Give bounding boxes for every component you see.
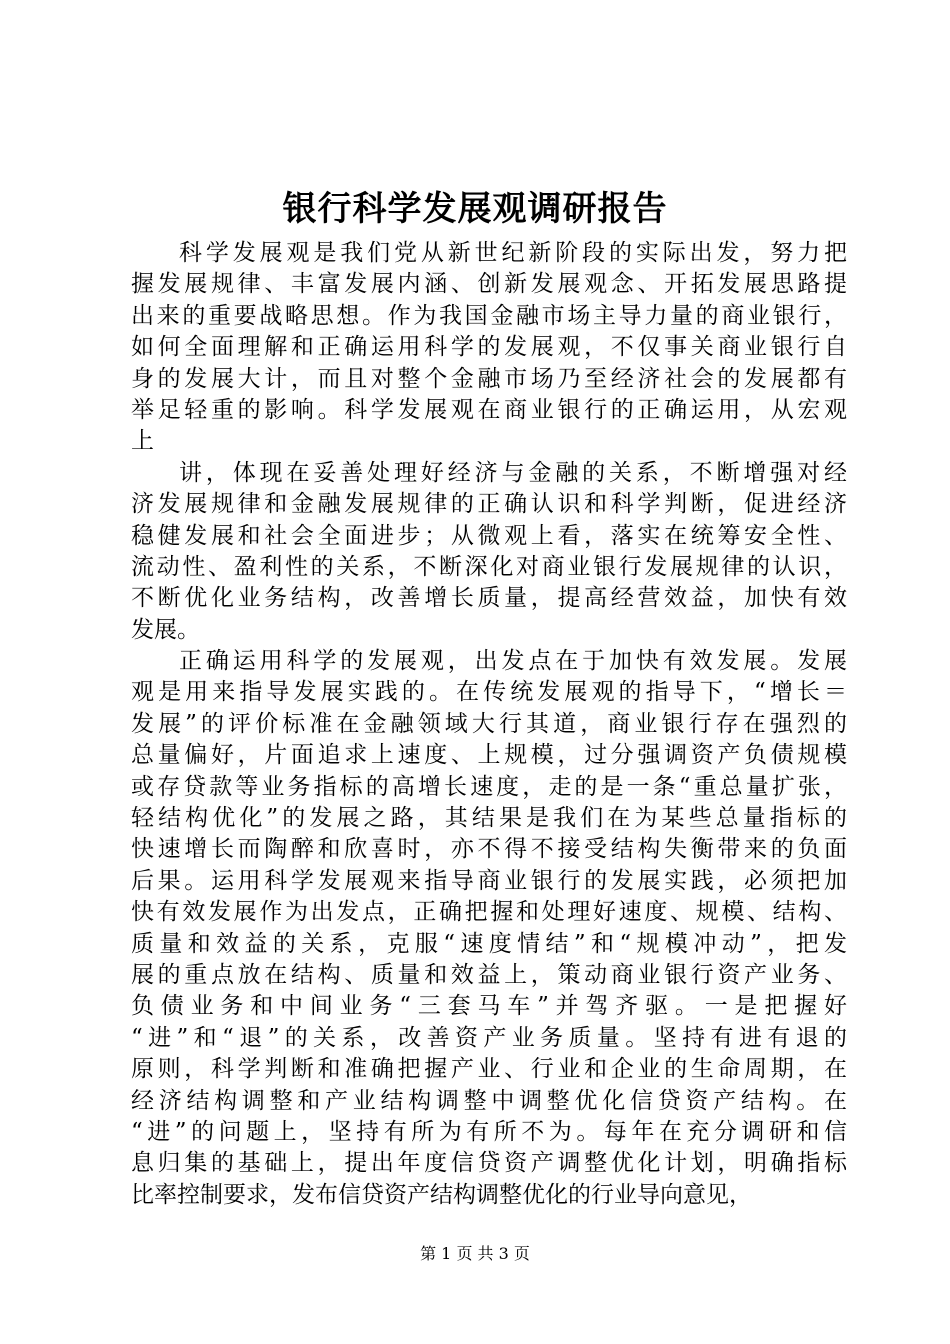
body-text-line: 总量偏好，片面追求上速度、上规模，过分强调资产负债规模: [131, 742, 847, 769]
body-text-line: “进”的问题上，坚持有所为有所不为。每年在充分调研和信: [131, 1118, 847, 1145]
body-text-line: 后果。运用科学发展观来指导商业银行的发展实践，必须把加: [131, 867, 847, 894]
body-text-line: 如何全面理解和正确运用科学的发展观，不仅事关商业银行自: [131, 334, 847, 361]
document-title: 银行科学发展观调研报告: [282, 189, 668, 229]
body-text-line: 握发展规律、丰富发展内涵、创新发展观念、开拓发展思路提: [131, 271, 847, 298]
body-text-line: 快有效发展作为出发点，正确把握和处理好速度、规模、结构、: [131, 899, 847, 926]
body-text-line: 正确运用科学的发展观，出发点在于加快有效发展。发展: [179, 648, 847, 675]
body-text-line: 稳健发展和社会全面进步；从微观上看，落实在统筹安全性、: [131, 522, 847, 549]
body-text-line: 流动性、盈利性的关系，不断深化对商业银行发展规律的认识，: [131, 553, 847, 580]
body-text-line: 科学发展观是我们党从新世纪新阶段的实际出发，努力把: [179, 240, 847, 266]
body-text-line: 负债业务和中间业务“三套马车”并驾齐驱。一是把握好: [131, 993, 847, 1020]
body-text-line: 轻结构优化”的发展之路，其结果是我们在为某些总量指标的: [131, 805, 847, 832]
body-text-line: 身的发展大计，而且对整个金融市场乃至经济社会的发展都有: [131, 365, 847, 392]
body-text-line: 或存贷款等业务指标的高增长速度，走的是一条“重总量扩张，: [131, 773, 847, 800]
body-text-line: 经济结构调整和产业结构调整中调整优化信贷资产结构。在: [131, 1087, 847, 1114]
body-text-line: 息归集的基础上，提出年度信贷资产调整优化计划，明确指标: [131, 1150, 847, 1177]
document-body: [131, 238, 847, 1211]
body-text-line: 展的重点放在结构、质量和效益上，策动商业银行资产业务、: [131, 961, 847, 988]
body-text-line: 发展。: [131, 616, 200, 643]
body-text-line: “进”和“退”的关系，改善资产业务质量。坚持有进有退的: [131, 1024, 847, 1051]
body-text-line: 发展”的评价标准在金融领域大行其道，商业银行存在强烈的: [131, 710, 847, 737]
body-text-line: 质量和效益的关系，克服“速度情结”和“规模冲动”，把发: [131, 930, 847, 957]
body-text-line: 出来的重要战略思想。作为我国金融市场主导力量的商业银行，: [131, 302, 847, 329]
body-text-line: 举足轻重的影响。科学发展观在商业银行的正确运用，从宏观: [131, 396, 847, 423]
body-text-line: 上: [131, 428, 154, 455]
body-text-line: 不断优化业务结构，改善增长质量，提高经营效益，加快有效: [131, 585, 847, 612]
page-number-footer: 第 1 页 共 3 页: [420, 1244, 530, 1263]
body-text-line: 原则，科学判断和准确把握产业、行业和企业的生命周期，在: [131, 1056, 847, 1083]
body-text-line: 讲，体现在妥善处理好经济与金融的关系，不断增强对经: [179, 459, 847, 486]
body-text-line: 快速增长而陶醉和欣喜时，亦不得不接受结构失衡带来的负面: [131, 836, 847, 863]
body-text-line: 比率控制要求，发布信贷资产结构调整优化的行业导向意见，: [131, 1181, 752, 1208]
body-text-line: 济发展规律和金融发展规律的正确认识和科学判断，促进经济: [131, 491, 847, 518]
body-text-line: 观是用来指导发展实践的。在传统发展观的指导下，“增长＝: [131, 679, 847, 706]
